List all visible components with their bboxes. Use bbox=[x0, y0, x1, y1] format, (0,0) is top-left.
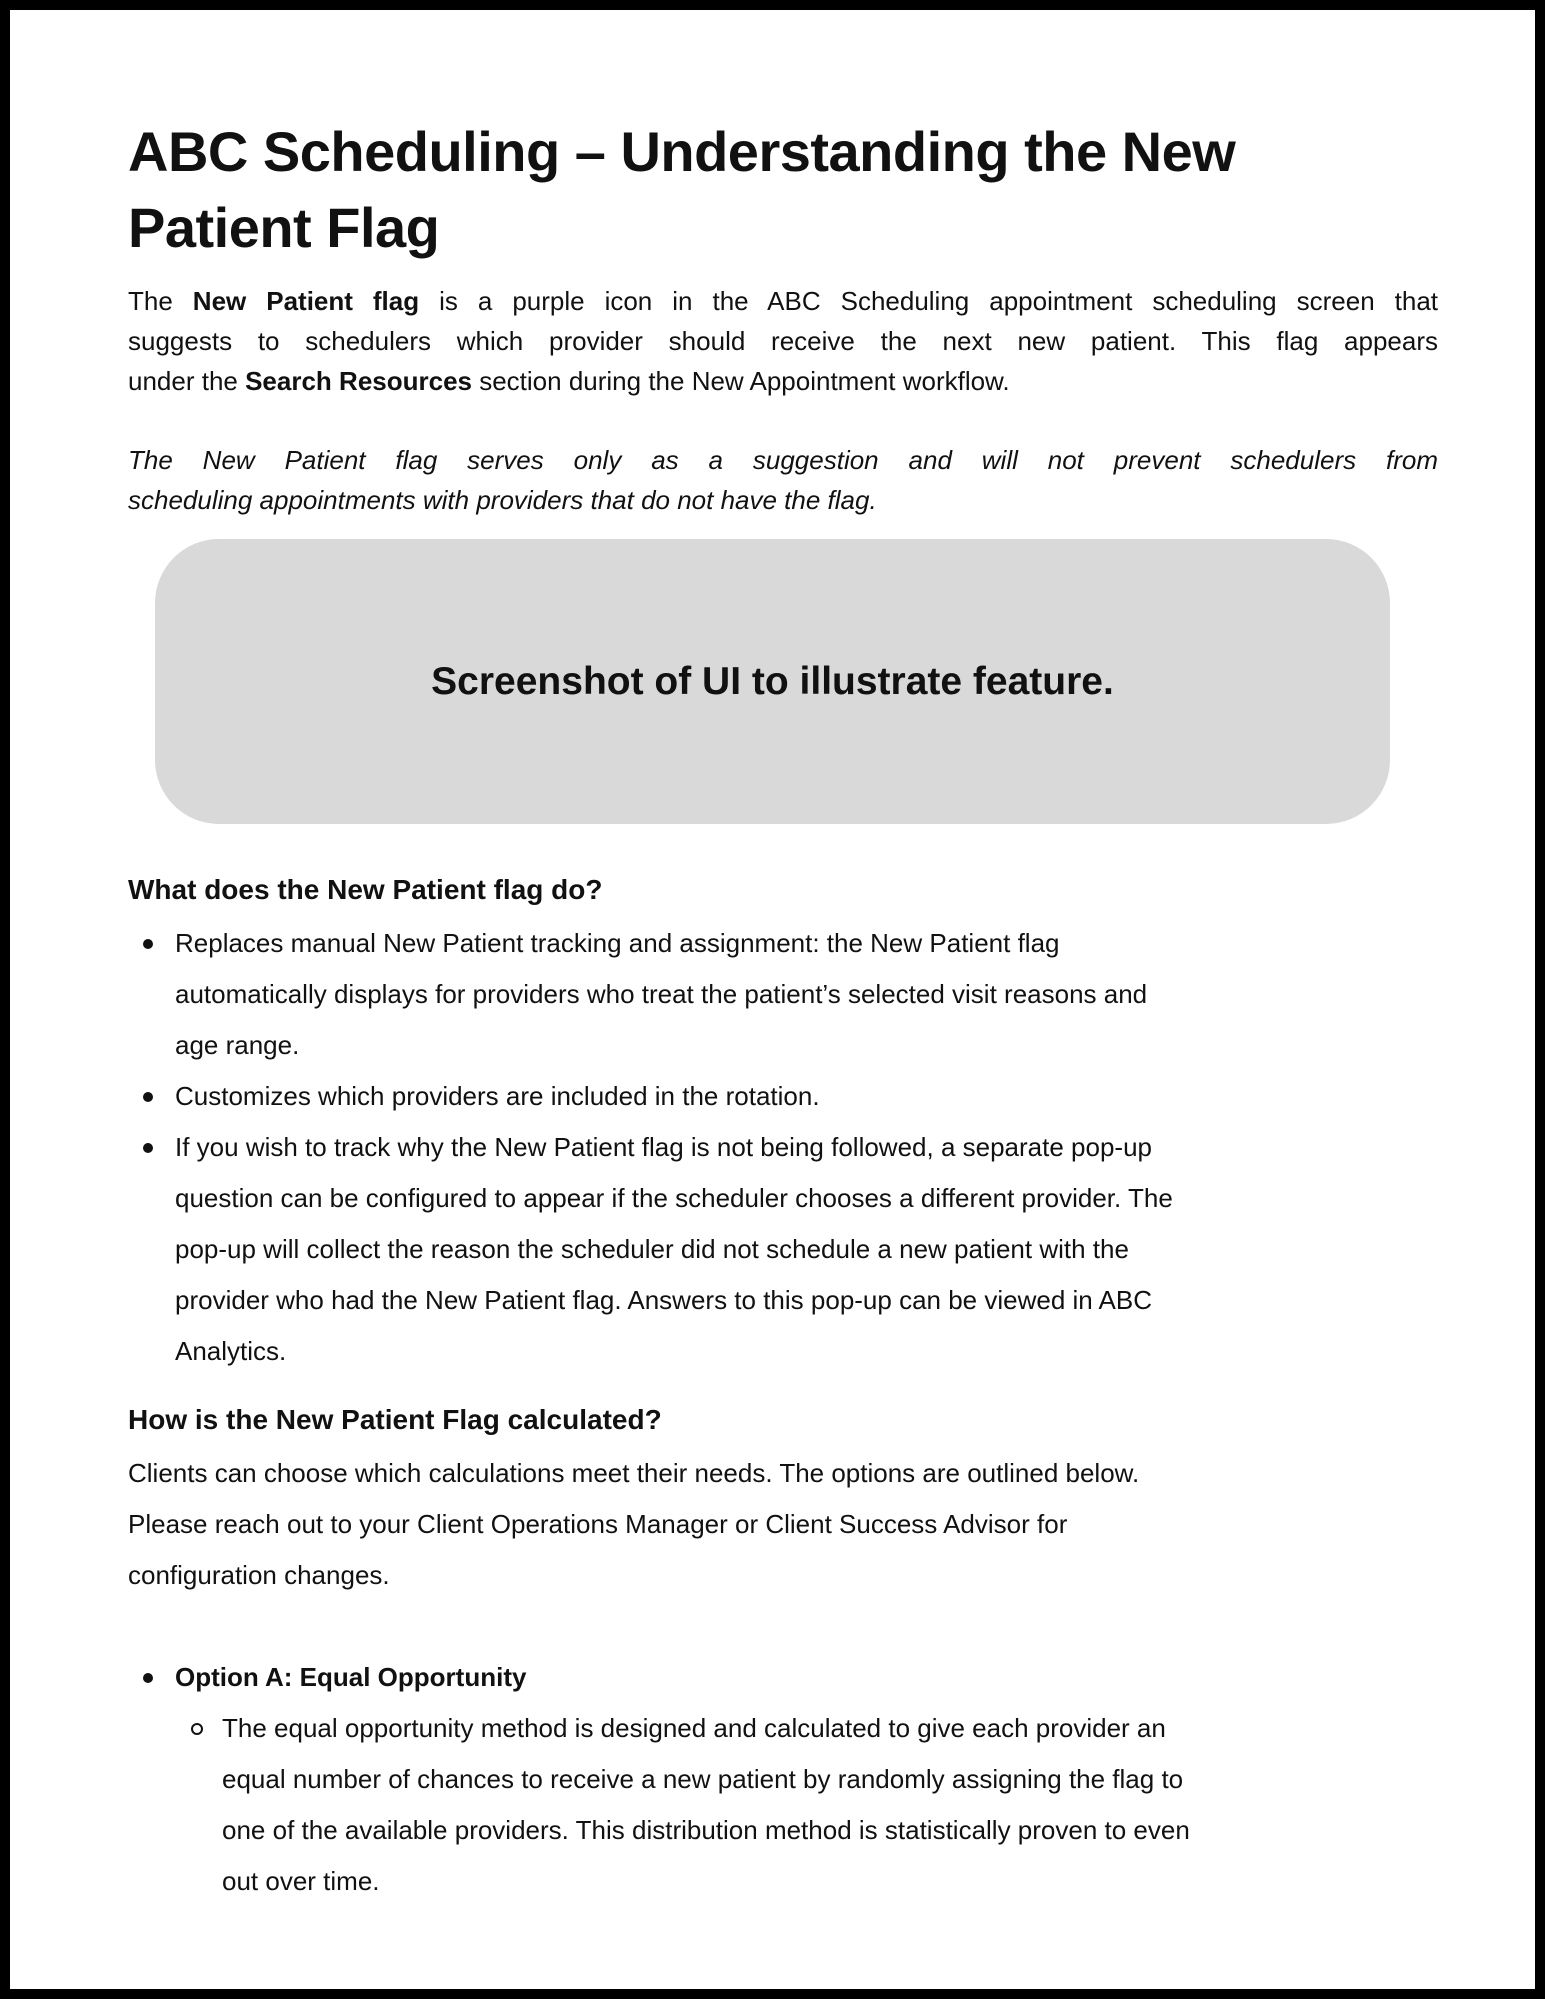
page-title: ABC Scheduling – Understanding the New Patient Flag bbox=[128, 120, 1236, 259]
list-item-option-a: Option A: Equal Opportunity The equal opportunity method is designed and calculated to give each provider an equal number of chances to receive a new patient by randomly assigning the flag to one of the available providers. This distribution method is statistically proven to even out over time. bbox=[175, 1652, 1143, 1907]
feature-list bbox=[175, 918, 1173, 1377]
list-item: If you wish to track why the New Patient flag is not being followed, a separate pop-up question can be configured to appear if the scheduler chooses a different provider. The pop-up will collect the reason the scheduler did not schedule a new patient with the provider who had the New Patient flag. Answers to this pop-up can be viewed in ABC Analytics. bbox=[175, 1122, 1173, 1377]
screenshot-placeholder: Screenshot of UI to illustrate feature. bbox=[155, 539, 1390, 824]
note-paragraph: The New Patient flag serves only as a suggestion and will not prevent schedulers from scheduling appointments with providers that do not have the flag. bbox=[128, 445, 1438, 515]
document-page bbox=[10, 10, 1535, 1989]
list-item: Customizes which providers are included in the rotation. bbox=[175, 1071, 1173, 1122]
option-a-details bbox=[222, 1703, 1190, 1907]
intro-paragraph: The New Patient flag is a purple icon in the ABC Scheduling appointment scheduling screen that suggests to schedulers which provider should receive the next new patient. This flag appears under the Search Resources section during the New Appointment workflow. bbox=[128, 286, 1438, 396]
section-heading-how: How is the New Patient Flag calculated? bbox=[128, 1404, 662, 1435]
section-heading-what: What does the New Patient flag do? bbox=[128, 874, 603, 905]
list-item: Replaces manual New Patient tracking and assignment: the New Patient flag automatically displays for providers who treat the patient’s selected visit reasons and age range. bbox=[175, 918, 1173, 1071]
options-list bbox=[175, 1652, 1190, 1907]
list-item: The equal opportunity method is designed and calculated to give each provider an equal number of chances to receive a new patient by randomly assigning the flag to one of the available providers. This distribution method is statistically proven to even out over time. bbox=[222, 1703, 1190, 1907]
calculation-paragraph: Clients can choose which calculations meet their needs. The options are outlined below. Please reach out to your Client Operations Manager or Client Success Advisor for configuration changes. bbox=[128, 1458, 1140, 1590]
